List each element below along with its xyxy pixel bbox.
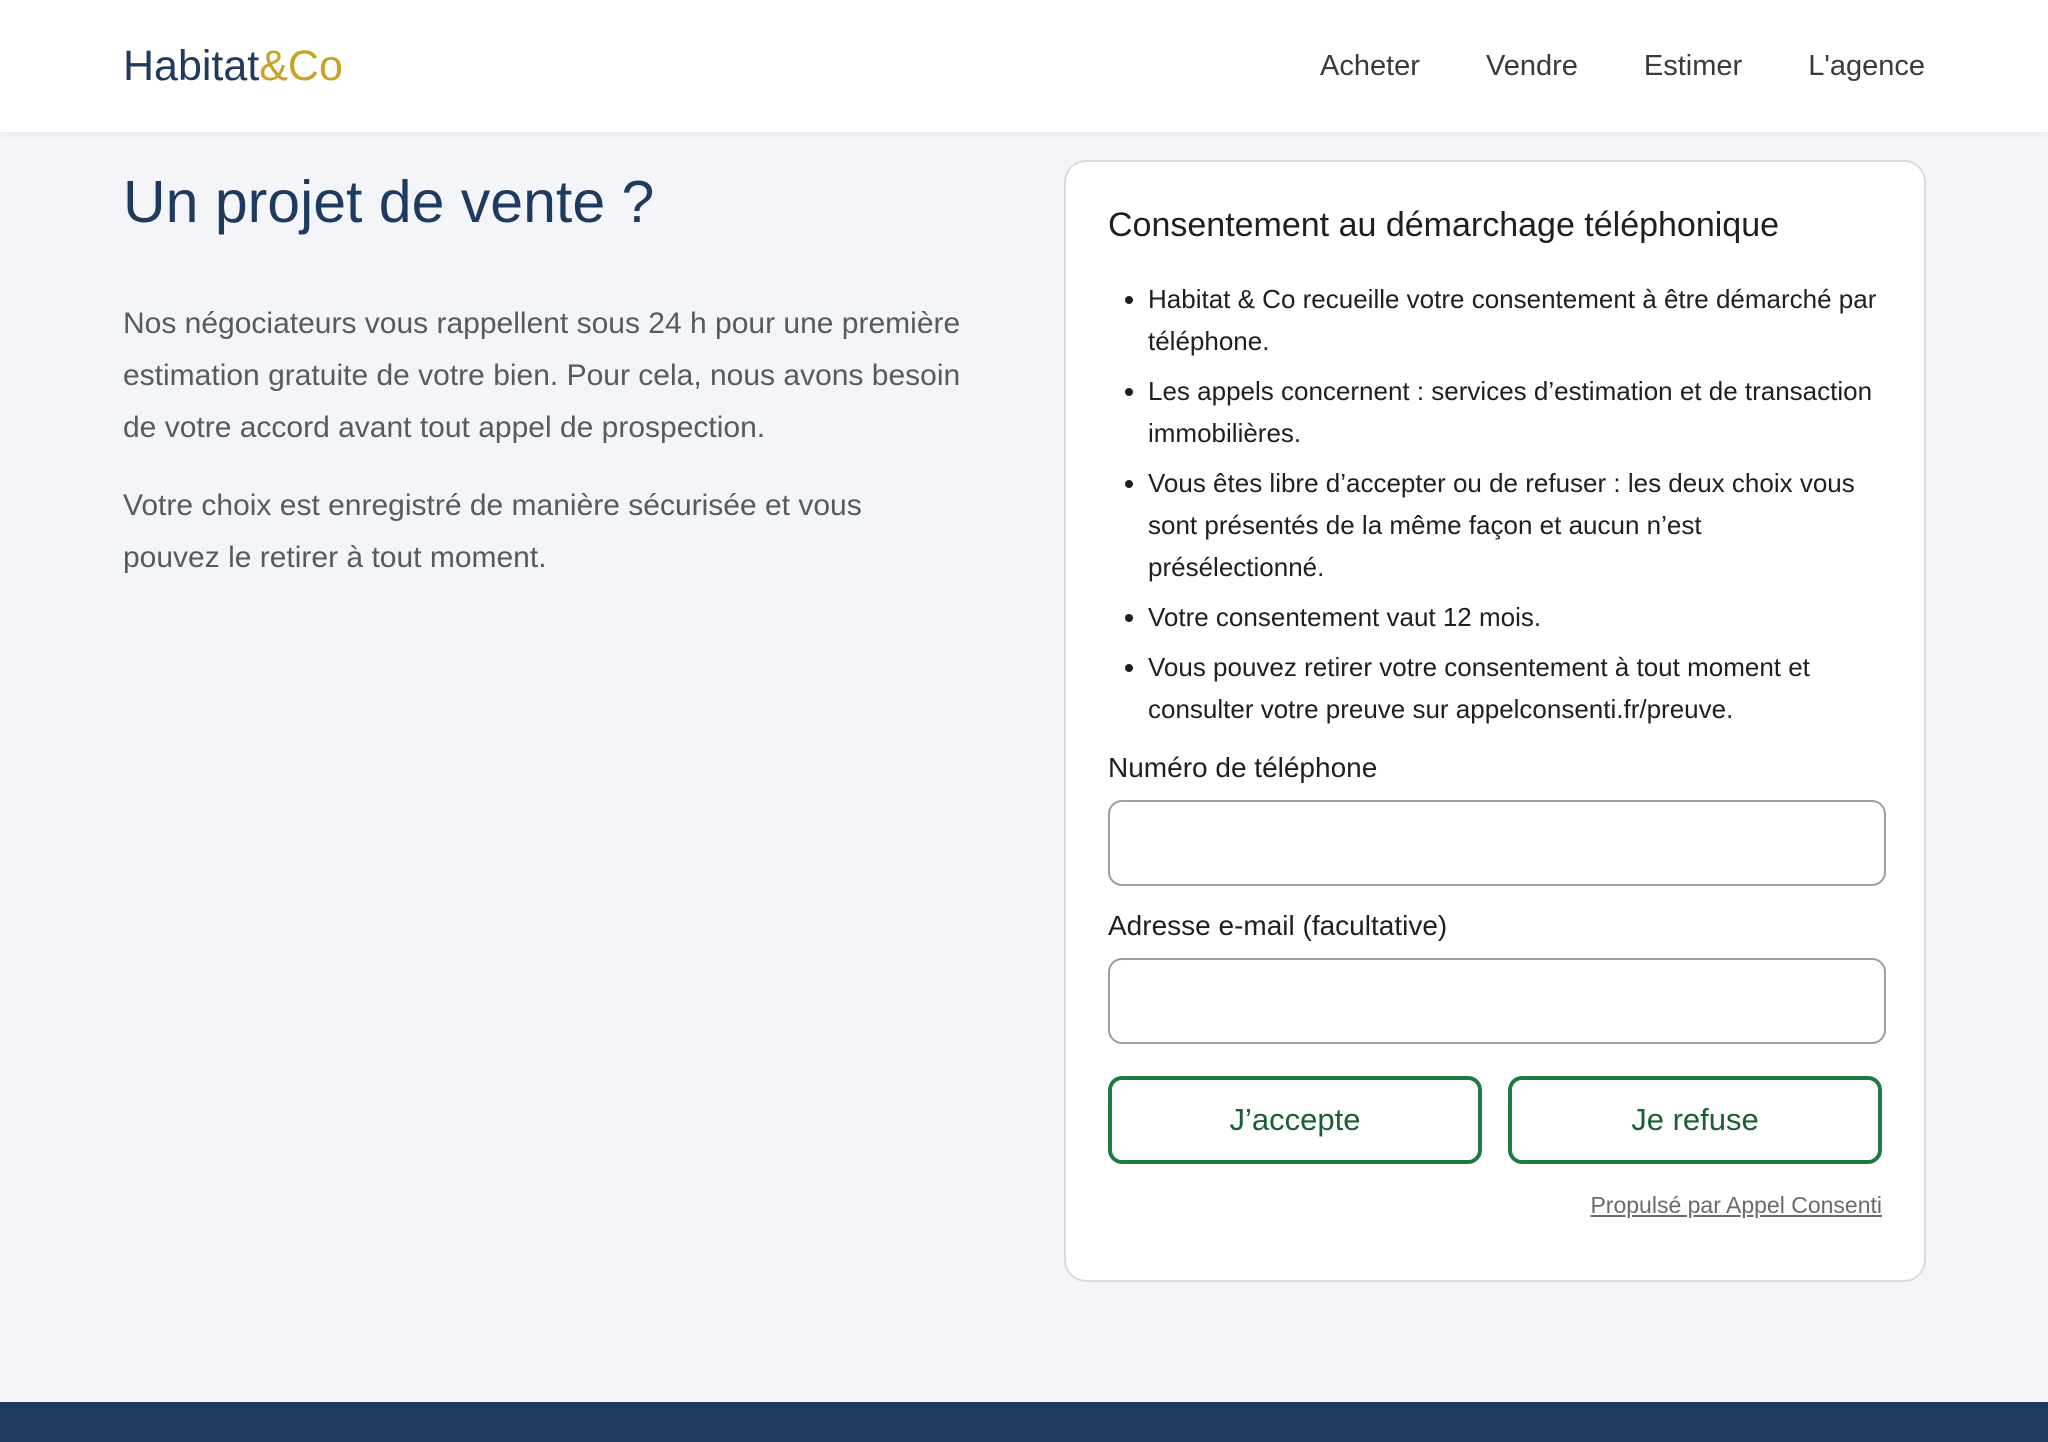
nav-vendre[interactable]: Vendre — [1485, 50, 1578, 82]
consent-point: • Vous êtes libre d’accepter ou de refuser : les deux choix vous sont présentés de la même façon et aucun n’est présélectionné. — [1148, 462, 1882, 588]
page-title: Un projet de vente ? — [123, 169, 655, 235]
phone-label: Numéro de téléphone — [1108, 752, 1378, 783]
consent-point: • Votre consentement vaut 12 mois. — [1148, 596, 1882, 638]
logo-accent: &Co — [259, 42, 343, 90]
consent-buttons — [1108, 1076, 1882, 1164]
site-header — [0, 0, 2048, 132]
consent-point: • Habitat & Co recueille votre consentement à être démarché par téléphone. — [1148, 278, 1882, 362]
intro-paragraph-1: Nos négociateurs vous rappellent sous 24 h pour une première estimation gratuite de votre bien. Pour cela, nous avons besoin de votre accord avant tout appel de prospection. — [123, 307, 961, 444]
site-footer — [0, 1402, 2048, 1442]
email-label: Adresse e-mail (facultative) — [1108, 910, 1448, 941]
main-nav — [1254, 45, 1925, 87]
consent-point: • Les appels concernent : services d’estimation et de transaction immobilières. — [1148, 370, 1882, 454]
refuse-button[interactable]: Je refuse — [1508, 1076, 1882, 1164]
consent-points — [1108, 278, 1882, 730]
logo[interactable] — [123, 38, 343, 94]
intro-text — [123, 298, 963, 584]
consent-point: • Vous pouvez retirer votre consentement à tout moment et consulter votre preuve sur appelconsenti.fr/preuve. — [1148, 646, 1882, 730]
intro-paragraph-2: Votre choix est enregistré de manière sécurisée et vous pouvez le retirer à tout moment. — [123, 489, 862, 574]
nav-estimer[interactable]: Estimer — [1643, 50, 1743, 82]
consent-title: Consentement au démarchage téléphonique — [1108, 206, 1780, 244]
nav-acheter[interactable]: Acheter — [1320, 50, 1420, 82]
powered-by-link[interactable]: Propulsé par Appel Consenti — [1590, 1192, 1882, 1218]
logo-main: Habitat — [123, 42, 260, 90]
email-input[interactable] — [1108, 958, 1886, 1044]
nav-agence[interactable]: L'agence — [1808, 50, 1925, 82]
phone-input[interactable] — [1108, 800, 1886, 886]
accept-button[interactable]: J’accepte — [1108, 1076, 1482, 1164]
consent-card — [1064, 160, 1926, 1282]
